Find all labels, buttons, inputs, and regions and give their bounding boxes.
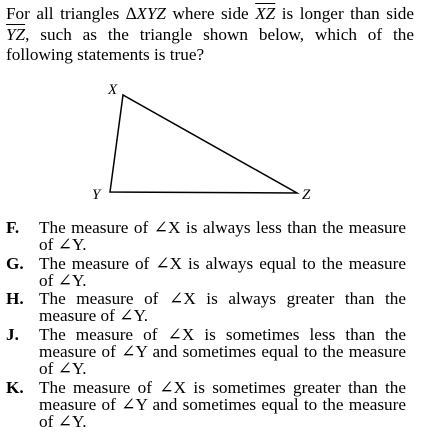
choice-letter: H. [6,289,24,309]
question-part-2: where side [165,4,256,23]
choice-letter: F. [6,218,20,237]
choice-j[interactable] [6,327,406,378]
choice-k[interactable] [6,377,406,431]
choice-text: The measure of ∠X is sometimes greater than the measure of ∠Y and sometimes equal to the measure of ∠Y. [39,377,406,431]
question-part-1: For all triangles [6,4,126,23]
answer-choices [6,220,406,432]
side-yz-label: $\overline{YZ}$ [6,24,26,44]
side-xz-label: $\overline{XZ}$ [255,4,276,23]
choice-letter: G. [6,253,24,273]
choice-text: The measure of ∠X is always equal to the measure of ∠Y. [39,253,406,290]
question-text [6,4,414,66]
question-part-3: is longer than side [275,4,414,23]
choice-g[interactable] [6,253,406,290]
vertex-label-y: Y [92,187,101,203]
triangle-xyz [110,95,297,193]
question-part-4: , such as the triangle shown below, which of the following statements is true? [6,24,414,64]
choice-letter: K. [6,377,24,397]
vertex-label-x: X [108,82,118,98]
vertex-label-z: Z [302,187,311,203]
triangle-name: ∆XYZ [125,4,166,23]
choice-text: The measure of ∠X is always greater than the measure of ∠Y. [39,289,406,326]
choice-letter: J. [6,325,19,345]
choice-text: The measure of ∠X is sometimes less than the measure of ∠Y and sometimes equal to the measure of ∠Y. [39,325,406,378]
choice-f[interactable] [6,220,406,254]
choice-text: The measure of ∠X is always less than the measure of ∠Y. [39,218,406,254]
choice-h[interactable] [6,291,406,325]
